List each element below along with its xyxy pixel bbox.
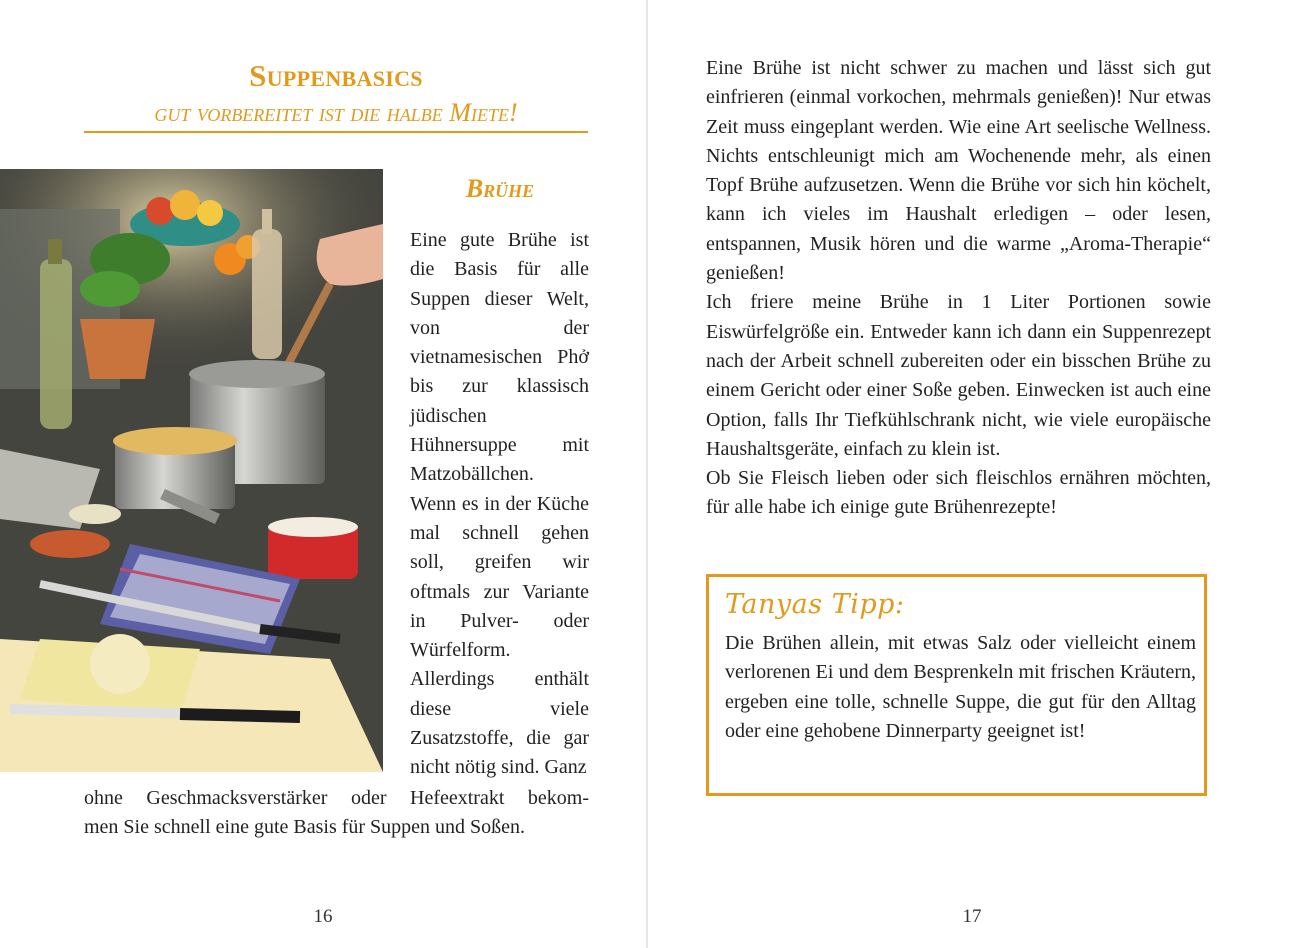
- right-paragraph-2: Ich friere meine Brühe in 1 Liter Portionen sowie Eiswürfelgröße ein. Entweder kann ich dann ein Suppenrezept nach der Arbeit schnell zubereiten oder ein bisschen Brühe zu einem Gericht oder einer Soße geben. Einwecken ist auch eine Option, falls Ihr Tiefkühlschrank nicht, wie viele europäische Haushaltsgeräte, einfach zu klein ist.: [706, 291, 1211, 460]
- side-paragraph-1: Eine gute Brühe ist die Basis für alle Suppen dieser Welt, von der vietnamesischen Phở bis zur klassisch jüdischen Hühnersuppe mit Matzobällchen.: [410, 229, 589, 486]
- right-body-text: [706, 54, 1211, 523]
- chapter-title: Suppenbasics: [249, 58, 423, 93]
- chapter-subtitle: gut vorbereitet ist die halbe Miete!: [154, 98, 518, 127]
- tip-box: [706, 574, 1207, 796]
- bottom-line-1: ohne Geschmacksverstärker oder Hefeextrakt bekom-: [84, 787, 589, 809]
- tip-text: Die Brühen allein, mit etwas Salz oder vielleicht einem verlorenen Ei und dem Besprenkeln mit frischen Kräutern, ergeben eine tolle, schnelle Suppe, die gut für den Alltag oder eine gehobene Dinnerparty geeignet ist!: [725, 632, 1196, 742]
- tip-title: Tanyas Tipp:: [725, 589, 905, 620]
- right-paragraph-1: Eine Brühe ist nicht schwer zu machen und lässt sich gut einfrieren (einmal vorkochen, mehrmals genießen)! Nur etwas Zeit muss eingeplant werden. Wie eine Art seelische Wellness. Nichts entschleunigt mich am Wochenende mehr, als einen Topf Brühe aufzusetzen. Wenn die Brühe vor sich hin köchelt, kann ich vieles im Haushalt erledigen – oder lesen, entspannen, Musik hören und die warme „Aroma-Therapie“ genießen!: [706, 57, 1211, 285]
- title-underline: [84, 131, 588, 133]
- page-number-right: 17: [962, 906, 982, 927]
- page-number-left: 16: [313, 906, 333, 927]
- section-heading: Brühe: [465, 174, 535, 203]
- right-paragraph-3: Ob Sie Fleisch lieben oder sich fleischlos ernähren möchten, für alle habe ich einige gute Brühenrezepte!: [706, 467, 1211, 519]
- bottom-continuation-text: [84, 784, 589, 843]
- side-paragraph-2: Wenn es in der Küche mal schnell gehen soll, greifen wir oftmals zur Variante in Pulver- oder Würfelform. Allerdings enthält diese viele Zusatzstoffe, die gar nicht nötig sind. Ganz: [410, 492, 589, 779]
- side-column-text: [410, 226, 589, 783]
- bottom-line-2: men Sie schnell eine gute Basis für Suppen und Soßen.: [84, 816, 526, 839]
- kitchen-photo: [0, 169, 383, 772]
